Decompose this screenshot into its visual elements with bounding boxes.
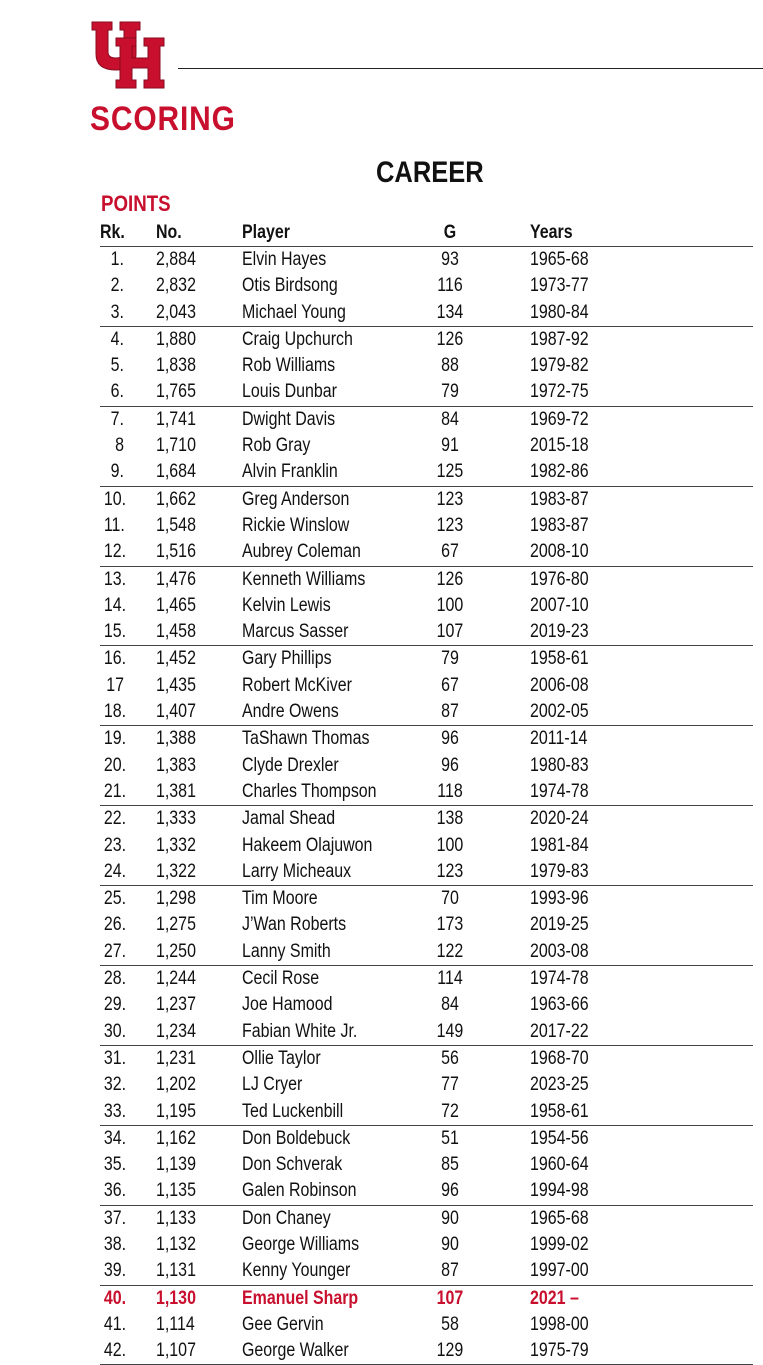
rank-cell: 19. [103,728,127,750]
player-cell: Marcus Sasser [242,621,349,643]
table-row [100,859,753,886]
games-cell: 84 [441,408,459,430]
rank-cell: 30. [103,1020,127,1042]
games-cell: 56 [441,1047,459,1069]
player-cell: Ollie Taylor [242,1047,321,1069]
years-cell: 1975-79 [530,1340,589,1362]
years-cell: 1972-75 [530,381,589,403]
table-row [100,673,753,699]
table-header-row [100,220,753,247]
player-cell: Lanny Smith [242,940,331,962]
games-cell: 100 [436,594,464,616]
rank-cell: 20. [103,754,127,776]
points-cell: 1,131 [156,1260,196,1282]
years-cell: 1968-70 [530,1047,589,1069]
points-cell: 1,114 [156,1313,195,1335]
points-cell: 1,407 [156,701,196,723]
table-row [100,912,753,938]
years-cell: 1976-80 [530,568,589,590]
rank-cell: 11. [103,514,125,536]
player-cell: Cecil Rose [242,968,320,990]
points-cell: 1,684 [156,461,196,483]
years-cell: 2003-08 [530,940,589,962]
table-row [100,513,753,539]
points-cell: 1,139 [156,1154,196,1176]
games-cell: 126 [436,568,464,590]
table-row [100,539,753,566]
table-row [100,1152,753,1178]
player-cell: TaShawn Thomas [242,728,370,750]
points-cell: 1,244 [156,968,196,990]
rank-cell: 12. [103,541,127,563]
rank-cell: 21. [103,780,127,802]
years-cell: 1979-83 [530,860,589,882]
years-cell: 1954-56 [530,1127,589,1149]
rank-cell: 33. [103,1100,127,1122]
points-cell: 1,133 [156,1207,196,1229]
points-cell: 1,333 [156,808,196,830]
table-row [100,300,753,327]
years-cell: 2015-18 [530,435,589,457]
games-cell: 85 [441,1154,459,1176]
player-cell: George Williams [242,1233,360,1255]
rank-cell: 6. [110,381,124,403]
games-cell: 134 [436,301,464,323]
games-cell: 67 [441,541,459,563]
points-cell: 2,832 [156,275,196,297]
column-header-rank: Rk. [100,222,125,243]
years-cell: 2002-05 [530,701,589,723]
rank-cell: 23. [103,834,127,856]
points-cell: 1,476 [156,568,196,590]
games-cell: 87 [441,701,459,723]
table-row [100,833,753,859]
points-cell: 1,135 [156,1180,196,1202]
games-cell: 96 [441,754,459,776]
points-cell: 1,458 [156,621,196,643]
table-row [100,353,753,379]
points-cell: 1,130 [156,1287,196,1309]
player-cell: Aubrey Coleman [242,541,361,563]
points-cell: 1,741 [156,408,196,430]
games-cell: 72 [441,1100,459,1122]
years-cell: 1980-83 [530,754,589,776]
header-divider [178,68,763,69]
years-cell: 1974-78 [530,780,589,802]
table-row [100,593,753,619]
points-cell: 1,195 [156,1100,196,1122]
points-cell: 1,710 [156,435,196,457]
player-cell: Emanuel Sharp [242,1287,359,1309]
years-cell: 1979-82 [530,355,589,377]
points-cell: 1,662 [156,488,196,510]
games-cell: 79 [441,381,459,403]
games-cell: 58 [441,1313,459,1335]
player-cell: Kenny Younger [242,1260,351,1282]
points-cell: 1,250 [156,940,196,962]
points-cell: 1,332 [156,834,196,856]
player-cell: Joe Hamood [242,994,333,1016]
points-cell: 2,043 [156,301,196,323]
table-row [100,1072,753,1098]
column-header-player: Player [242,222,290,243]
table-row [100,1046,753,1072]
years-cell: 1960-64 [530,1154,589,1176]
points-cell: 1,388 [156,728,196,750]
player-cell: Charles Thompson [242,780,377,802]
rank-cell: 5. [110,355,124,377]
player-cell: Dwight Davis [242,408,336,430]
games-cell: 96 [441,728,459,750]
points-cell: 1,516 [156,541,196,563]
player-cell: Don Boldebuck [242,1127,351,1149]
player-cell: Galen Robinson [242,1180,357,1202]
games-cell: 129 [436,1340,464,1362]
uh-logo-icon [90,18,168,90]
points-cell: 1,383 [156,754,196,776]
points-cell: 1,132 [156,1233,196,1255]
years-cell: 1958-61 [530,648,589,670]
player-cell: Jamal Shead [242,808,336,830]
points-cell: 1,298 [156,888,196,910]
category-title: POINTS [101,191,171,216]
points-cell: 1,880 [156,328,196,350]
games-cell: 122 [436,940,464,962]
points-cell: 2,884 [156,249,196,270]
table-row [100,1099,753,1126]
years-cell: 1963-66 [530,994,589,1016]
games-cell: 88 [441,355,459,377]
games-cell: 84 [441,994,459,1016]
rank-cell: 42. [103,1340,127,1362]
games-cell: 125 [436,461,464,483]
points-table [100,220,753,1365]
games-cell: 149 [436,1020,464,1042]
table-row [100,247,753,273]
column-header-games: G [443,222,457,243]
rank-cell: 39. [103,1260,127,1282]
rank-cell: 22. [103,808,127,830]
rank-cell: 26. [103,914,127,936]
years-cell: 1973-77 [530,275,589,297]
rank-cell: 17 [106,674,124,696]
rank-cell: 4. [110,328,124,350]
years-cell: 1982-86 [530,461,589,483]
player-cell: Robert McKiver [242,674,352,696]
column-header-number: No. [156,222,182,243]
years-cell: 1980-84 [530,301,589,323]
player-cell: Fabian White Jr. [242,1020,358,1042]
table-row [100,407,753,433]
years-cell: 1998-00 [530,1313,589,1335]
player-cell: Greg Anderson [242,488,350,510]
rank-cell: 40. [103,1287,127,1309]
years-cell: 1981-84 [530,834,589,856]
table-row [100,487,753,513]
rank-cell: 29. [103,994,127,1016]
years-cell: 2019-23 [530,621,589,643]
table-row [100,939,753,966]
years-cell: 2021 – [530,1287,579,1309]
years-cell: 2019-25 [530,914,589,936]
games-cell: 107 [436,1287,464,1309]
points-cell: 1,381 [156,780,196,802]
table-row [100,646,753,672]
player-cell: Rob Williams [242,355,336,377]
table-row [100,806,753,832]
table-row [100,327,753,353]
years-cell: 1993-96 [530,888,589,910]
rank-cell: 3. [110,301,124,323]
years-cell: 1969-72 [530,408,589,430]
table-row [100,779,753,806]
points-cell: 1,765 [156,381,196,403]
points-cell: 1,202 [156,1074,196,1096]
years-cell: 2007-10 [530,594,589,616]
player-cell: George Walker [242,1340,349,1362]
points-cell: 1,838 [156,355,196,377]
games-cell: 138 [436,808,464,830]
games-cell: 123 [436,488,464,510]
table-row [100,433,753,459]
table-row [100,1019,753,1046]
rank-cell: 24. [103,860,127,882]
player-cell: Gary Phillips [242,648,332,670]
player-cell: Kelvin Lewis [242,594,331,616]
table-row [100,619,753,646]
player-cell: Clyde Drexler [242,754,339,776]
player-cell: Louis Dunbar [242,381,337,403]
table-row [100,1126,753,1152]
player-cell: LJ Cryer [242,1074,303,1096]
rank-cell: 32. [103,1074,127,1096]
games-cell: 96 [441,1180,459,1202]
rank-cell: 41. [103,1313,127,1335]
player-cell: J’Wan Roberts [242,914,347,936]
points-cell: 1,548 [156,514,196,536]
years-cell: 2008-10 [530,541,589,563]
years-cell: 2017-22 [530,1020,589,1042]
table-row [100,1312,753,1338]
points-cell: 1,435 [156,674,196,696]
years-cell: 1994-98 [530,1180,589,1202]
years-cell: 1974-78 [530,968,589,990]
games-cell: 79 [441,648,459,670]
points-cell: 1,275 [156,914,196,936]
player-cell: Rob Gray [242,435,311,457]
player-cell: Don Schverak [242,1154,343,1176]
rank-cell: 1. [110,249,124,270]
table-row [100,726,753,752]
games-cell: 114 [437,968,463,990]
table-row [100,459,753,486]
rank-cell: 27. [103,940,127,962]
rank-cell: 25. [103,888,127,910]
table-row [100,1206,753,1232]
years-cell: 1965-68 [530,1207,589,1229]
points-cell: 1,322 [156,860,196,882]
games-cell: 118 [437,780,463,802]
games-cell: 51 [441,1127,459,1149]
rank-cell: 31. [103,1047,127,1069]
table-row [100,1338,753,1365]
games-cell: 93 [441,249,459,270]
player-cell: Andre Owens [242,701,339,723]
rank-cell: 34. [103,1127,127,1149]
rank-cell: 38. [103,1233,127,1255]
years-cell: 2020-24 [530,808,589,830]
table-row [100,1286,753,1312]
column-header-years: Years [530,222,573,243]
table-row [100,753,753,779]
player-cell: Tim Moore [242,888,318,910]
player-cell: Otis Birdsong [242,275,338,297]
rank-cell: 37. [103,1207,127,1229]
table-row [100,1178,753,1205]
years-cell: 1983-87 [530,488,589,510]
rank-cell: 15. [103,621,127,643]
player-cell: Elvin Hayes [242,249,327,270]
games-cell: 90 [441,1207,459,1229]
table-row [100,567,753,593]
section-title: SCORING [90,100,236,138]
games-cell: 107 [436,621,464,643]
player-cell: Rickie Winslow [242,514,350,536]
player-cell: Larry Micheaux [242,860,352,882]
rank-cell: 13. [103,568,127,590]
rank-cell: 28. [103,968,127,990]
player-cell: Kenneth Williams [242,568,366,590]
rank-cell: 35. [103,1154,127,1176]
rank-cell: 14. [103,594,127,616]
years-cell: 1997-00 [530,1260,589,1282]
games-cell: 67 [441,674,459,696]
player-cell: Craig Upchurch [242,328,353,350]
rank-cell: 7. [110,408,124,430]
rank-cell: 9. [110,461,124,483]
table-row [100,1258,753,1285]
years-cell: 2011-14 [530,728,588,750]
rank-cell: 16. [103,648,127,670]
rank-cell: 8 [115,435,124,457]
years-cell: 1958-61 [530,1100,589,1122]
games-cell: 126 [436,328,464,350]
games-cell: 123 [436,860,464,882]
points-cell: 1,231 [156,1047,196,1069]
player-cell: Hakeem Olajuwon [242,834,373,856]
table-row [100,966,753,992]
rank-cell: 10. [103,488,127,510]
player-cell: Gee Gervin [242,1313,324,1335]
games-cell: 116 [437,275,463,297]
table-row [100,273,753,299]
points-cell: 1,452 [156,648,196,670]
games-cell: 100 [436,834,464,856]
games-cell: 90 [441,1233,459,1255]
games-cell: 91 [441,435,459,457]
years-cell: 1999-02 [530,1233,589,1255]
years-cell: 2006-08 [530,674,589,696]
games-cell: 87 [441,1260,459,1282]
games-cell: 123 [436,514,464,536]
rank-cell: 2. [110,275,124,297]
games-cell: 70 [441,888,459,910]
points-cell: 1,465 [156,594,196,616]
player-cell: Alvin Franklin [242,461,338,483]
page-title: CAREER [376,156,484,189]
points-cell: 1,234 [156,1020,196,1042]
games-cell: 173 [436,914,464,936]
player-cell: Michael Young [242,301,346,323]
table-row [100,1232,753,1258]
table-row [100,379,753,406]
player-cell: Don Chaney [242,1207,331,1229]
rank-cell: 18. [103,701,127,723]
years-cell: 1983-87 [530,514,589,536]
years-cell: 2023-25 [530,1074,589,1096]
years-cell: 1987-92 [530,328,589,350]
rank-cell: 36. [103,1180,127,1202]
games-cell: 77 [441,1074,459,1096]
points-cell: 1,237 [156,994,196,1016]
table-row [100,699,753,726]
points-cell: 1,162 [156,1127,196,1149]
player-cell: Ted Luckenbill [242,1100,344,1122]
points-cell: 1,107 [156,1340,196,1362]
table-row [100,992,753,1018]
years-cell: 1965-68 [530,249,589,270]
table-row [100,886,753,912]
